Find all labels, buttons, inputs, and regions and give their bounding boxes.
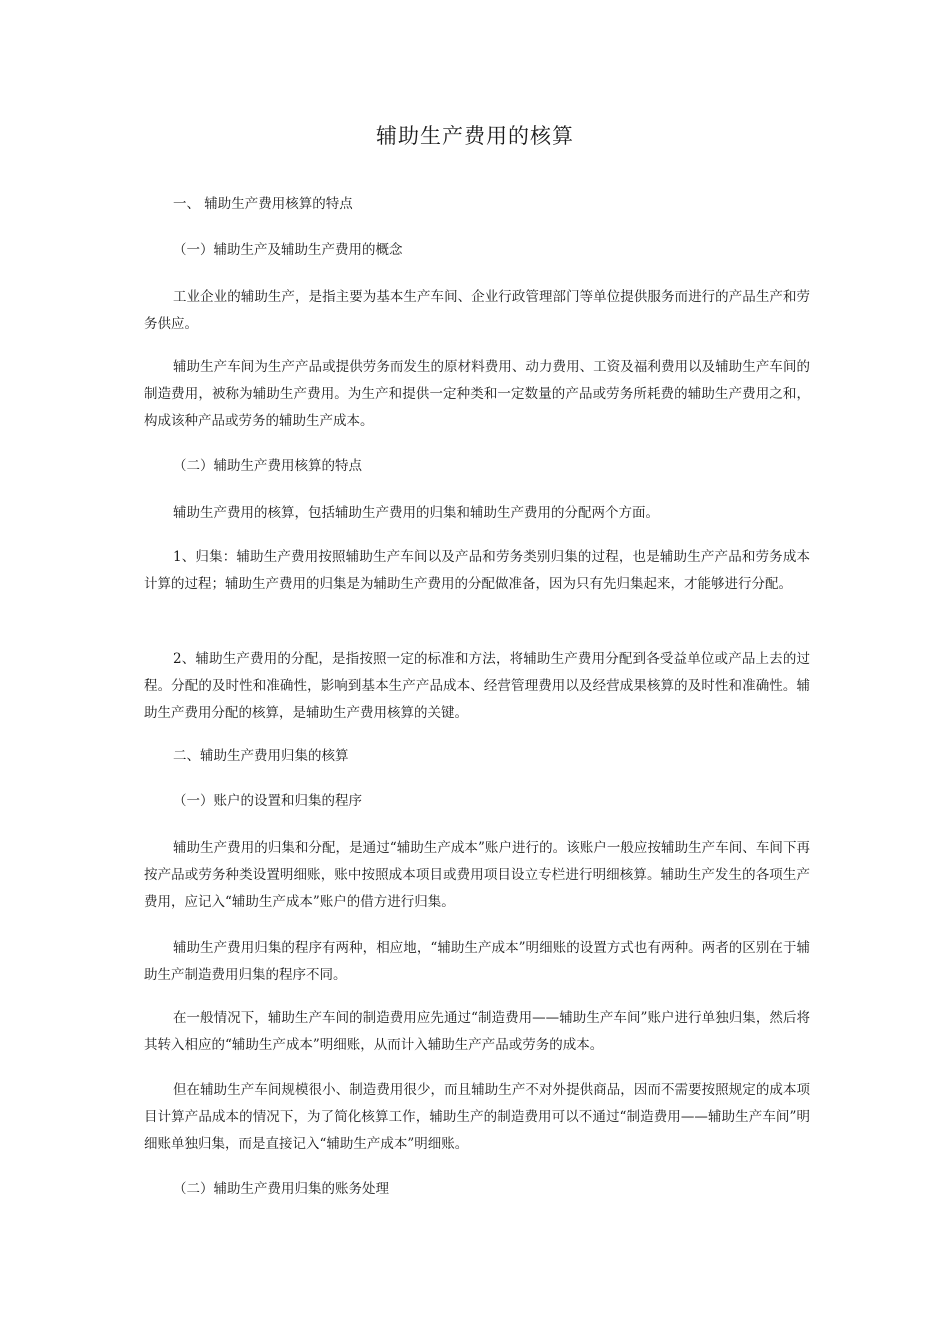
paragraph: 1、归集：辅助生产费用按照辅助生产车间以及产品和劳务类别归集的过程，也是辅助生产产品和劳务成本计算的过程；辅助生产费用的归集是为辅助生产费用的分配做准备，因为只有先归集起来，才能够进行分配。 [144, 549, 810, 592]
paragraph: 辅助生产费用的归集和分配，是通过“辅助生产成本”账户进行的。该账户一般应按辅助生产车间、车间下再按产品或劳务种类设置明细账，账中按照成本项目或费用项目设立专栏进行明细核算。辅助生产发生的各项生产费用，应记入“辅助生产成本”账户的借方进行归集。 [144, 840, 810, 910]
paragraph: 辅助生产车间为生产产品或提供劳务而发生的原材料费用、动力费用、工资及福利费用以及辅助生产车间的制造费用，被称为辅助生产费用。为生产和提供一定种类和一定数量的产品或劳务所耗费的辅助生产费用之和，构成该种产品或劳务的辅助生产成本。 [144, 359, 810, 429]
subsection-heading-2-2: （二）辅助生产费用归集的账务处理 [173, 1181, 389, 1197]
subsection-heading-1-2: （二）辅助生产费用核算的特点 [173, 458, 362, 474]
subsection-heading-1-1: （一）辅助生产及辅助生产费用的概念 [173, 242, 403, 258]
section-heading-1: 一、 辅助生产费用核算的特点 [173, 196, 353, 212]
paragraph: 工业企业的辅助生产，是指主要为基本生产车间、企业行政管理部门等单位提供服务而进行的产品生产和劳务供应。 [144, 289, 810, 332]
paragraph: 2、辅助生产费用的分配，是指按照一定的标准和方法，将辅助生产费用分配到各受益单位或产品上去的过程。分配的及时性和准确性，影响到基本生产产品成本、经营管理费用以及经营成果核算的及时性和准确性。辅助生产费用分配的核算，是辅助生产费用核算的关键。 [144, 651, 810, 721]
section-heading-2: 二、辅助生产费用归集的核算 [173, 748, 349, 764]
paragraph: 但在辅助生产车间规模很小、制造费用很少，而且辅助生产不对外提供商品，因而不需要按照规定的成本项目计算产品成本的情况下，为了简化核算工作，辅助生产的制造费用可以不通过“制造费用——辅助生产车间”明细账单独归集，而是直接记入“辅助生产成本”明细账。 [144, 1082, 810, 1152]
document-title: 辅助生产费用的核算 [376, 124, 574, 148]
paragraph: 辅助生产费用归集的程序有两种，相应地，“辅助生产成本”明细账的设置方式也有两种。两者的区别在于辅助生产制造费用归集的程序不同。 [144, 940, 810, 983]
subsection-heading-2-1: （一）账户的设置和归集的程序 [173, 793, 362, 809]
paragraph: 在一般情况下，辅助生产车间的制造费用应先通过“制造费用——辅助生产车间”账户进行单独归集，然后将其转入相应的“辅助生产成本”明细账，从而计入辅助生产产品或劳务的成本。 [144, 1010, 810, 1053]
paragraph: 辅助生产费用的核算，包括辅助生产费用的归集和辅助生产费用的分配两个方面。 [173, 505, 659, 521]
